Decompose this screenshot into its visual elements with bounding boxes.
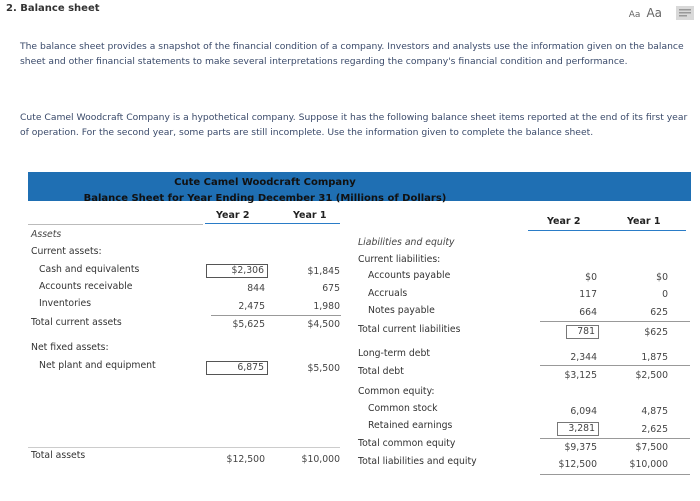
liabilities-heading: Liabilities and equity xyxy=(358,237,455,248)
total-current-assets-year1: $4,500 xyxy=(307,319,340,330)
font-decrease-button[interactable]: Aa xyxy=(628,10,641,20)
total-liabilities-equity-label: Total liabilities and equity xyxy=(358,456,477,467)
notes-payable-year1: 625 xyxy=(650,307,668,318)
font-increase-button[interactable]: Aa xyxy=(646,6,662,20)
liab-header-rule xyxy=(528,230,686,231)
accounts-payable-label: Accounts payable xyxy=(368,270,451,281)
accounts-payable-year1: $0 xyxy=(656,272,668,283)
total-assets-year2: $12,500 xyxy=(226,454,265,465)
net-plant-year1: $5,500 xyxy=(307,363,340,374)
total-liabilities-equity-year1: $10,000 xyxy=(629,459,668,470)
common-stock-year2: 6,094 xyxy=(570,406,597,417)
tce-rule xyxy=(540,438,690,439)
retained-earnings-year2-input[interactable]: 3,281 xyxy=(557,422,599,436)
net-plant-year2-input[interactable]: 6,875 xyxy=(206,361,268,375)
ar-label: Accounts receivable xyxy=(39,281,133,292)
tle-rule xyxy=(540,474,690,475)
retained-earnings-year1: 2,625 xyxy=(641,424,668,435)
total-current-liabilities-year2-input[interactable]: 781 xyxy=(566,325,599,339)
total-current-assets-year2: $5,625 xyxy=(232,319,265,330)
assets-top-rule xyxy=(28,224,203,225)
total-assets-label: Total assets xyxy=(31,450,86,461)
tca-rule xyxy=(211,315,341,316)
intro-paragraph: The balance sheet provides a snapshot of the financial condition of a company. Investors and analysts use the information given on the balance sheet and other financial statements to make several interpretations regarding the company's financial condition and performance. xyxy=(20,41,684,67)
assets-year2-header: Year 2 xyxy=(216,210,250,221)
net-plant-label: Net plant and equipment xyxy=(39,360,156,371)
retained-earnings-label: Retained earnings xyxy=(368,420,453,431)
tcl-rule xyxy=(540,321,690,322)
total-current-assets-label: Total current assets xyxy=(31,317,122,328)
inventories-year1: 1,980 xyxy=(313,301,340,312)
total-assets-top-rule xyxy=(28,447,340,448)
company-name: Cute Camel Woodcraft Company xyxy=(174,177,356,188)
cash-year2-input[interactable]: $2,306 xyxy=(206,264,268,278)
total-debt-rule xyxy=(540,365,690,366)
section-title: 2. Balance sheet xyxy=(6,3,100,14)
total-debt-year2: $3,125 xyxy=(564,370,597,381)
notes-payable-label: Notes payable xyxy=(368,305,435,316)
ar-year1: 675 xyxy=(322,283,340,294)
current-liabilities-heading: Current liabilities: xyxy=(358,254,441,265)
current-assets-heading: Current assets: xyxy=(31,246,102,257)
accruals-label: Accruals xyxy=(368,288,408,299)
ar-year2: 844 xyxy=(247,283,265,294)
notes-payable-year2: 664 xyxy=(579,307,597,318)
total-current-liabilities-year1: $625 xyxy=(644,327,668,338)
document-icon[interactable] xyxy=(676,6,694,20)
accruals-year1: 0 xyxy=(662,289,668,300)
long-term-debt-label: Long-term debt xyxy=(358,348,431,359)
liab-year2-header: Year 2 xyxy=(547,216,581,227)
assets-year1-header: Year 1 xyxy=(293,210,327,221)
inventories-year2: 2,475 xyxy=(238,301,265,312)
statement-subtitle: Balance Sheet for Year Ending December 31 (Millions of Dollars) xyxy=(83,193,447,204)
common-stock-label: Common stock xyxy=(368,403,438,414)
accounts-payable-year2: $0 xyxy=(585,272,597,283)
long-term-debt-year2: 2,344 xyxy=(570,352,597,363)
total-current-liabilities-label: Total current liabilities xyxy=(358,324,461,335)
assets-header-rule xyxy=(205,223,340,224)
assets-heading: Assets xyxy=(31,229,62,240)
font-size-controls[interactable] xyxy=(629,6,662,20)
liab-year1-header: Year 1 xyxy=(627,216,661,227)
task-paragraph: Cute Camel Woodcraft Company is a hypothetical company. Suppose it has the following balance sheet items reported at the end of its first year of operation. For the second year, some parts are still incomplete. Use the information given to complete the balance sheet. xyxy=(20,112,688,138)
total-debt-year1: $2,500 xyxy=(635,370,668,381)
total-liabilities-equity-year2: $12,500 xyxy=(558,459,597,470)
long-term-debt-year1: 1,875 xyxy=(641,352,668,363)
inventories-label: Inventories xyxy=(39,298,92,309)
common-stock-year1: 4,875 xyxy=(641,406,668,417)
accruals-year2: 117 xyxy=(579,289,597,300)
total-assets-year1: $10,000 xyxy=(301,454,340,465)
total-common-equity-label: Total common equity xyxy=(358,438,456,449)
net-fixed-assets-heading: Net fixed assets: xyxy=(31,342,109,353)
total-common-equity-year1: $7,500 xyxy=(635,442,668,453)
common-equity-heading: Common equity: xyxy=(358,386,435,397)
cash-year1: $1,845 xyxy=(307,266,340,277)
cash-label: Cash and equivalents xyxy=(39,264,140,275)
total-common-equity-year2: $9,375 xyxy=(564,442,597,453)
total-debt-label: Total debt xyxy=(358,366,404,377)
